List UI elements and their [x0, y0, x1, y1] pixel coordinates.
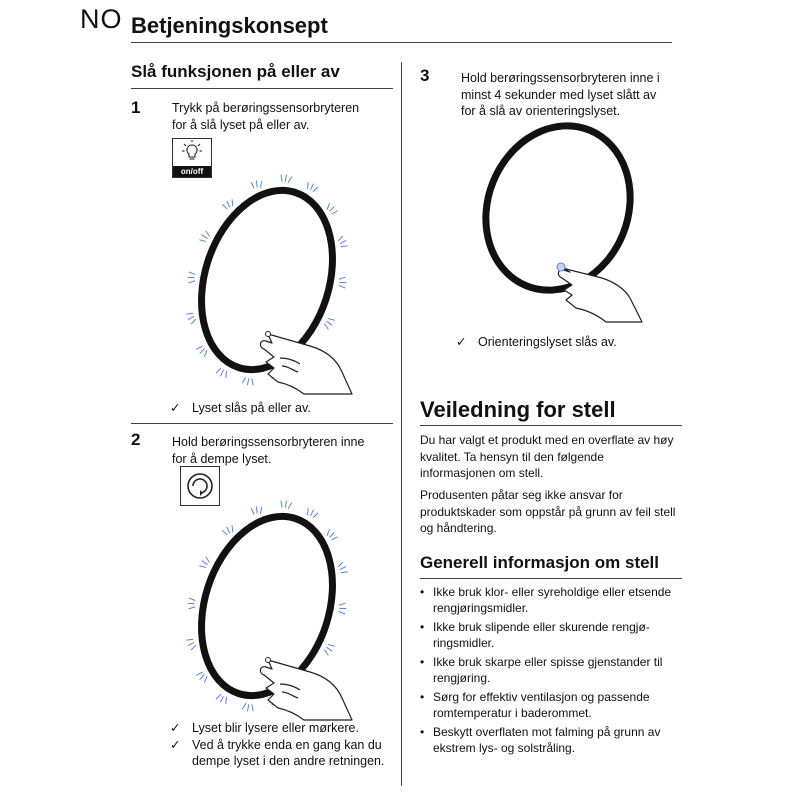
- step-number-3: 3: [420, 66, 430, 85]
- glow-ray: [220, 696, 223, 702]
- page-title: Betjeningskonsept: [131, 13, 328, 38]
- list-item: [420, 724, 682, 756]
- glow-ray: [226, 371, 227, 378]
- glow-ray: [199, 566, 206, 568]
- glow-ray: [226, 697, 227, 704]
- glow-ray: [331, 537, 337, 540]
- glow-ray: [339, 611, 345, 614]
- glow-ray: [256, 507, 257, 514]
- glow-ray: [242, 377, 246, 383]
- glow-ray: [328, 318, 335, 320]
- title-divider: [131, 42, 672, 43]
- check-icon: ✓: [170, 721, 181, 735]
- care-paragraph-1: Du har valgt et produkt med en overflate av høy kvalitet. Ta hensyn til den følgende informasjonen om stell.: [420, 433, 674, 480]
- bullet-icon: •: [420, 690, 425, 704]
- care-title: Veiledning for stell: [420, 397, 616, 422]
- glow-ray: [260, 507, 262, 514]
- list-item-text: Beskytt overflaten mot falming på grunn av ekstrem lys- og solstråling.: [433, 725, 661, 755]
- glow-ray: [202, 561, 208, 565]
- step-1-text: Trykk på berøringssensorbryteren for å slå lyset på eller av.: [172, 101, 360, 132]
- glow-ray: [327, 321, 333, 325]
- step-2-result-2: [170, 737, 385, 770]
- section-title-function: Slå funksjonen på eller av: [131, 62, 340, 81]
- glow-ray: [328, 644, 335, 646]
- glow-ray: [285, 175, 286, 182]
- glow-ray: [186, 639, 193, 640]
- section-divider: [131, 88, 393, 89]
- step-2-result-1: [170, 720, 385, 737]
- glow-ray: [222, 530, 227, 535]
- glow-ray: [188, 316, 194, 319]
- glow-ray: [220, 370, 223, 376]
- glow-ray: [340, 240, 346, 243]
- step-2-result-1-text: Lyset blir lysere eller mørkere.: [192, 721, 359, 735]
- glow-ray: [189, 598, 195, 601]
- list-item: [420, 619, 682, 651]
- hand-icon: [558, 268, 642, 322]
- care-paragraph-2: Produsenten påtar seg ikke ansvar for produktskader som oppstår på grunn av feil stell og håndtering.: [420, 488, 676, 535]
- glow-ray: [310, 510, 313, 516]
- list-item-text: Ikke bruk skarpe eller spisse gjenstander til rengjøring.: [433, 655, 663, 685]
- list-item: [420, 689, 682, 721]
- step-2-results: [170, 720, 385, 770]
- on-off-icon-box: [172, 138, 212, 178]
- glow-ray: [256, 181, 257, 188]
- glow-ray: [196, 346, 202, 349]
- glow-ray: [281, 501, 282, 508]
- check-icon: ✓: [170, 401, 181, 415]
- glow-ray: [251, 508, 254, 514]
- step-1-result: [170, 400, 390, 417]
- glow-ray: [327, 647, 333, 651]
- mirror-illustration-3: [470, 128, 670, 328]
- glow-ray: [206, 557, 210, 563]
- glow-ray: [310, 184, 313, 190]
- list-item: [420, 654, 682, 686]
- list-item-text: Ikke bruk klor- eller syreholdige eller etsende rengjøringsmidler.: [433, 585, 672, 615]
- dimmer-icon: [181, 467, 219, 505]
- glow-ray: [232, 199, 233, 206]
- step-divider-1: [131, 423, 393, 424]
- general-care-title: Generell informasjon om stell: [420, 553, 660, 572]
- glow-ray: [331, 211, 337, 214]
- glow-ray: [288, 177, 292, 183]
- bullet-icon: •: [420, 620, 425, 634]
- glow-ray: [313, 513, 318, 518]
- glow-ray: [324, 650, 328, 656]
- step-3-result: [456, 334, 676, 351]
- glow-ray: [216, 368, 221, 373]
- glow-ray: [200, 675, 205, 680]
- step-number-1: 1: [131, 98, 141, 117]
- glow-ray: [191, 645, 196, 650]
- glow-ray: [285, 501, 286, 508]
- glow-ray: [340, 566, 346, 569]
- glow-ray: [339, 285, 345, 288]
- glow-ray: [222, 204, 227, 209]
- glow-ray: [247, 704, 248, 711]
- care-bullet-list: [420, 584, 682, 759]
- glow-ray: [341, 246, 348, 247]
- step-3-result-text: Orienteringslyset slås av.: [478, 335, 617, 349]
- glow-ray: [260, 181, 262, 188]
- glow-ray: [307, 508, 308, 515]
- glow-ray: [281, 175, 282, 182]
- glow-ray: [339, 603, 346, 605]
- check-icon: ✓: [170, 737, 181, 752]
- bullet-icon: •: [420, 585, 425, 599]
- mirror-illustration-2: [172, 508, 372, 718]
- glow-ray: [327, 203, 330, 209]
- glow-ray: [188, 607, 195, 609]
- glow-ray: [202, 235, 208, 239]
- step-3-text: Hold berøringssensorbryteren inne i minst 4 sekunder med lyset slått av for å slå av orienteringslyset.: [461, 71, 660, 118]
- glow-ray: [247, 378, 248, 385]
- glow-ray: [227, 527, 230, 533]
- glow-ray: [199, 240, 206, 242]
- list-item-text: Ikke bruk slipende eller skurende rengjøringsmidler.: [433, 620, 650, 650]
- glow-ray: [188, 281, 195, 283]
- glow-ray: [324, 324, 328, 330]
- glow-ray: [196, 672, 202, 675]
- glow-ray: [288, 503, 292, 509]
- glow-ray: [206, 231, 210, 237]
- general-divider: [420, 578, 682, 579]
- glow-ray: [216, 694, 221, 699]
- glow-ray: [339, 277, 346, 279]
- list-item: [420, 584, 682, 616]
- language-code: NO: [80, 4, 123, 34]
- step-1-result-text: Lyset slås på eller av.: [192, 401, 311, 415]
- lightbulb-icon: [173, 139, 211, 165]
- column-divider: [401, 62, 402, 786]
- glow-ray: [204, 350, 207, 356]
- bullet-icon: •: [420, 725, 425, 739]
- care-divider: [420, 425, 682, 426]
- check-icon: ✓: [456, 335, 467, 349]
- on-off-label: on/off: [173, 166, 211, 177]
- list-item-text: Sørg for effektiv ventilasjon og passende romtemperatur i baderommet.: [433, 690, 650, 720]
- dimmer-icon-box: [180, 466, 220, 506]
- glow-ray: [338, 562, 343, 567]
- glow-ray: [227, 201, 230, 207]
- glow-ray: [313, 187, 318, 192]
- step-2-result-2-text: Ved å trykke enda en gang kan du dempe lyset i den andre retningen.: [192, 737, 385, 768]
- glow-ray: [330, 206, 335, 211]
- glow-ray: [307, 182, 308, 189]
- glow-ray: [252, 704, 253, 711]
- glow-ray: [242, 703, 246, 709]
- glow-ray: [338, 236, 343, 241]
- glow-ray: [232, 525, 233, 532]
- glow-ray: [327, 529, 330, 535]
- glow-ray: [189, 272, 195, 275]
- glow-ray: [188, 642, 194, 645]
- step-2-text: Hold berøringssensorbryteren inne for å dempe lyset.: [172, 435, 365, 466]
- glow-ray: [200, 349, 205, 354]
- glow-ray: [186, 313, 193, 314]
- bullet-icon: •: [420, 655, 425, 669]
- glow-ray: [204, 676, 207, 682]
- glow-ray: [191, 319, 196, 324]
- step-number-2: 2: [131, 430, 141, 449]
- glow-ray: [341, 572, 348, 573]
- glow-ray: [330, 532, 335, 537]
- mirror-illustration-1: [172, 182, 372, 392]
- glow-ray: [251, 182, 254, 188]
- glow-ray: [252, 378, 253, 385]
